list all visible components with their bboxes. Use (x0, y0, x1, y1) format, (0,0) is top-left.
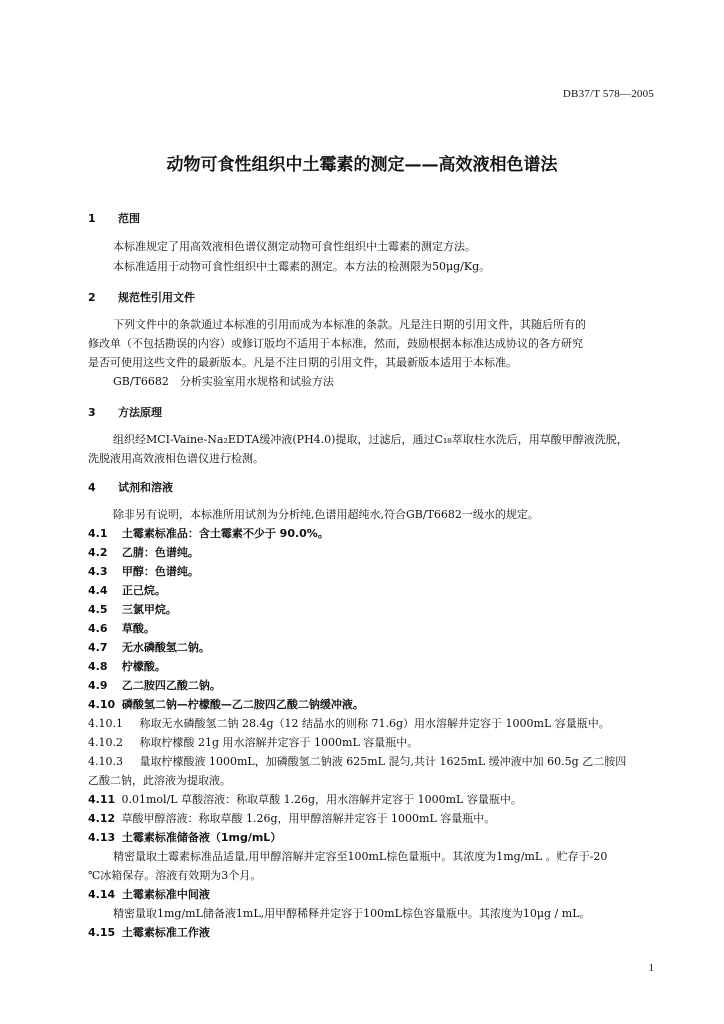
section-title: 试剂和溶液 (118, 481, 173, 494)
item-number: 4.10.2 (88, 736, 123, 749)
paragraph-line: 洗脱液用高效液相色谱仪进行检测。 (88, 452, 264, 465)
item-number: 4.10.3 (88, 755, 123, 768)
list-item (88, 565, 199, 579)
document-title: 动物可食性组织中土霉素的测定——高效液相色谱法 (166, 155, 558, 175)
list-item (88, 660, 166, 674)
item-text: 称取无水磷酸氢二钠 28.4g（12 结晶水的则称 71.6g）用水溶解并定容于 1000mL 容量瓶中。 (139, 717, 610, 730)
paragraph-line: 修改单（不包括勘误的内容）或修订版均不适用于本标准，然而，鼓励根据本标准达成协议的各方研究 (88, 337, 583, 350)
list-item (88, 793, 522, 807)
section-title: 方法原理 (118, 406, 162, 419)
item-text: 土霉素标准工作液 (121, 926, 210, 939)
item-text: 三氯甲烷。 (121, 603, 177, 616)
item-number: 4.13 (88, 831, 116, 844)
section-heading-scope (88, 212, 140, 226)
item-number: 4.15 (88, 926, 116, 939)
section-number: 2 (88, 291, 96, 304)
item-text: 乙腈：色谱纯。 (121, 546, 199, 559)
item-number: 4.4 (88, 584, 108, 597)
paragraph: 除非另有说明，本标准所用试剂为分析纯,色谱用超纯水,符合GB/T6682一级水的规定。 (113, 508, 539, 521)
item-text: 无水磷酸氢二钠。 (121, 641, 210, 654)
item-text: 称取柠檬酸 21g 用水溶解并定容于 1000mL 容量瓶中。 (139, 736, 419, 749)
item-text: 土霉素标准储备液（1mg/mL） (121, 831, 282, 844)
list-item (88, 641, 210, 655)
list-item (88, 812, 495, 826)
item-number: 4.11 (88, 793, 116, 806)
page-number: 1 (648, 962, 654, 974)
reference-item: GB/T6682 分析实验室用水规格和试验方法 (113, 375, 334, 388)
item-text: 草酸。 (121, 622, 155, 635)
item-number: 4.6 (88, 622, 108, 635)
section-title: 范围 (118, 212, 140, 225)
item-text: 磷酸氢二钠—柠檬酸—乙二胺四乙酸二钠缓冲液。 (121, 698, 364, 711)
item-text: 正己烷。 (121, 584, 166, 597)
item-text: 土霉素标准中间液 (121, 888, 210, 901)
paragraph: 本标准规定了用高效液相色谱仪测定动物可食性组织中土霉素的测定方法。 (113, 240, 476, 253)
item-number: 4.5 (88, 603, 108, 616)
item-number: 4.9 (88, 679, 108, 692)
item-number: 4.14 (88, 888, 116, 901)
section-number: 4 (88, 481, 96, 494)
paragraph-line: 精密量取土霉素标准品适量,用甲醇溶解并定容至100mL棕色量瓶中。其浓度为1mg/mL 。贮存于-20 (113, 850, 608, 863)
item-number: 4.10.1 (88, 717, 123, 730)
list-item-continuation: 乙酸二钠，此溶液为提取液。 (88, 774, 231, 787)
item-number: 4.3 (88, 565, 108, 578)
section-heading-reagents (88, 481, 173, 495)
list-item (88, 546, 199, 560)
paragraph-line: 下列文件中的条款通过本标准的引用而成为本标准的条款。凡是注日期的引用文件，其随后所有的 (113, 318, 586, 331)
item-text: 土霉素标准品：含土霉素不少于 90.0%。 (121, 527, 329, 540)
item-text: 量取柠檬酸液 1000mL，加磷酸氢二钠液 625mL 混匀,共计 1625mL 缓冲液中加 60.5g 乙二胺四 (139, 755, 627, 768)
item-number: 4.7 (88, 641, 108, 654)
list-item (88, 584, 166, 598)
paragraph-line: ℃冰箱保存。溶液有效期为3个月。 (88, 869, 262, 882)
item-text: 乙二胺四乙酸二钠。 (121, 679, 221, 692)
section-heading-principle (88, 406, 162, 420)
item-number: 4.10 (88, 698, 116, 711)
list-item (88, 622, 155, 636)
item-number: 4.2 (88, 546, 108, 559)
paragraph-line: 组织经MCI-Vaine-Na₂EDTA缓冲液(PH4.0)提取，过滤后，通过C₁₈萃取柱水洗后，用草酸甲醇液洗脱， (113, 433, 628, 446)
list-item (88, 603, 177, 617)
paragraph: 本标准适用于动物可食性组织中土霉素的测定。本方法的检测限为50μg/Kg。 (113, 260, 491, 273)
list-item (88, 717, 610, 731)
list-item (88, 888, 210, 902)
list-item (88, 698, 364, 712)
item-text: 草酸甲醇溶液：称取草酸 1.26g，用甲醇溶解并定容于 1000mL 容量瓶中。 (121, 812, 496, 825)
item-number: 4.8 (88, 660, 108, 673)
section-title: 规范性引用文件 (118, 291, 195, 304)
paragraph-line: 是否可使用这些文件的最新版本。凡是不注日期的引用文件，其最新版本适用于本标准。 (88, 356, 517, 369)
section-number: 1 (88, 212, 96, 225)
item-number: 4.12 (88, 812, 116, 825)
list-item (88, 679, 221, 693)
list-item (88, 831, 281, 845)
list-item (88, 527, 329, 541)
item-text: 甲醇：色谱纯。 (121, 565, 199, 578)
item-number: 4.1 (88, 527, 108, 540)
item-text: 柠檬酸。 (121, 660, 166, 673)
section-number: 3 (88, 406, 96, 419)
item-text: 0.01mol/L 草酸溶液：称取草酸 1.26g，用水溶解并定容于 1000mL 容量瓶中。 (121, 793, 522, 806)
standard-code: DB37/T 578—2005 (562, 88, 654, 100)
paragraph-line: 精密量取1mg/mL储备液1mL,用甲醇稀释并定容于100mL棕色容量瓶中。其浓度为10μg / mL。 (113, 907, 591, 920)
list-item (88, 736, 418, 750)
section-heading-references (88, 291, 195, 305)
list-item (88, 926, 210, 940)
list-item (88, 755, 626, 769)
